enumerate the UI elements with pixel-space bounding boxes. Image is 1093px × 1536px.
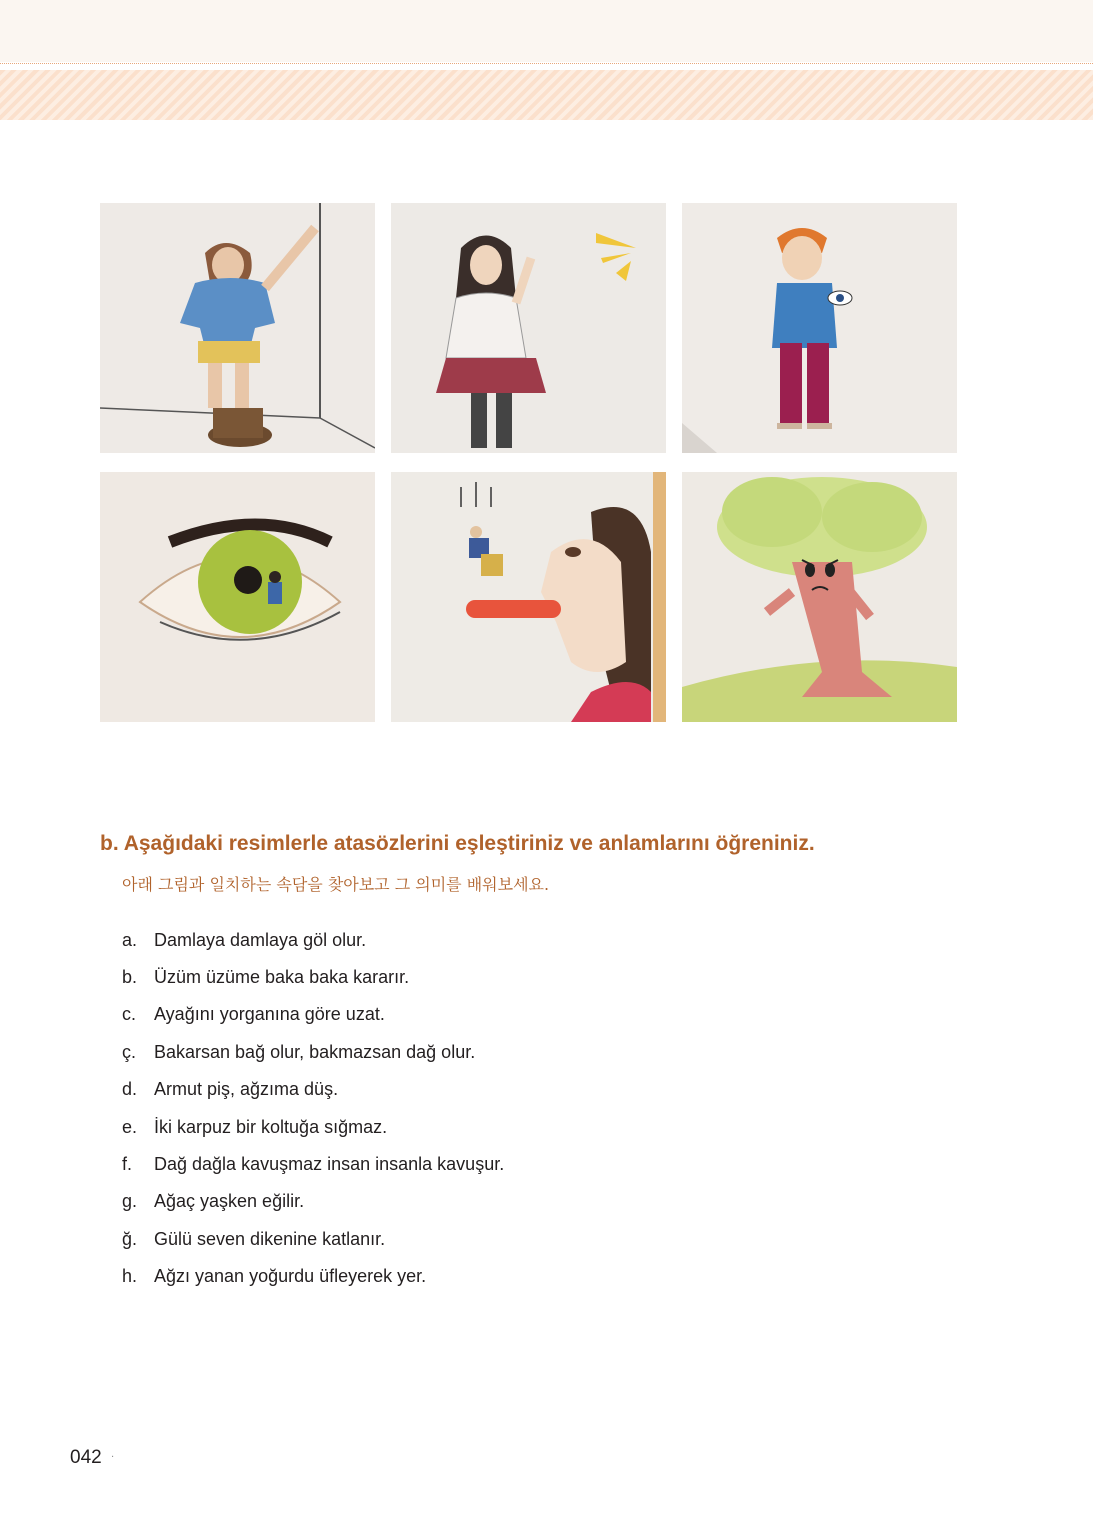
item-text: Ayağını yorganına göre uzat. [154,1004,385,1024]
item-text: Damlaya damlaya göl olur. [154,930,367,950]
item-letter: h. [122,1266,138,1286]
list-item [122,1004,722,1034]
list-item [122,967,722,997]
list-item [122,1191,722,1221]
item-letter: f. [122,1154,133,1174]
item-letter: b. [122,967,138,987]
list-item [122,1042,722,1072]
page-number: 042 [70,1447,102,1468]
list-item [122,930,722,960]
illustration-girl-tongue-out [391,472,666,722]
item-text: Dağ dağla kavuşmaz insan insanla kavuşur. [154,1154,505,1174]
illustration-boy-with-eye [682,203,957,453]
item-letter: a. [122,930,138,950]
illustration-girl-listening [391,203,666,453]
item-letter: c. [122,1004,137,1024]
list-item [122,1154,722,1184]
list-item [122,1266,722,1296]
item-letter: ğ. [122,1229,138,1249]
item-text: Armut piş, ağzıma düş. [154,1079,339,1099]
illustration-angry-tree [682,472,957,722]
illustration-girl-in-small-shoes [100,203,375,453]
item-letter: ç. [122,1042,137,1062]
header-stripe-band [0,70,1093,120]
exercise-subheading-korean: 아래 그림과 일치하는 속담을 찾아보고 그 의미를 배워보세요. [122,875,550,894]
page-number-separator: · [111,1452,115,1463]
header-dotted-divider [0,63,1093,64]
list-item [122,1229,722,1259]
list-item [122,1079,722,1109]
list-item [122,1117,722,1147]
item-text: Gülü seven dikenine katlanır. [154,1229,386,1249]
item-text: Bakarsan bağ olur, bakmazsan dağ olur. [154,1042,476,1062]
item-text: Ağaç yaşken eğilir. [154,1191,305,1211]
item-letter: d. [122,1079,138,1099]
item-letter: e. [122,1117,138,1137]
item-text: Ağzı yanan yoğurdu üfleyerek yer. [154,1266,427,1286]
item-text: İki karpuz bir koltuğa sığmaz. [154,1117,388,1137]
page-header-band [0,0,1093,62]
exercise-heading: b. Aşağıdaki resimlerle atasözlerini eşleştiriniz ve anlamlarını öğreniniz. [100,832,815,855]
item-text: Üzüm üzüme baka baka kararır. [154,967,410,987]
illustration-eye-close-up [100,472,375,722]
item-letter: g. [122,1191,138,1211]
